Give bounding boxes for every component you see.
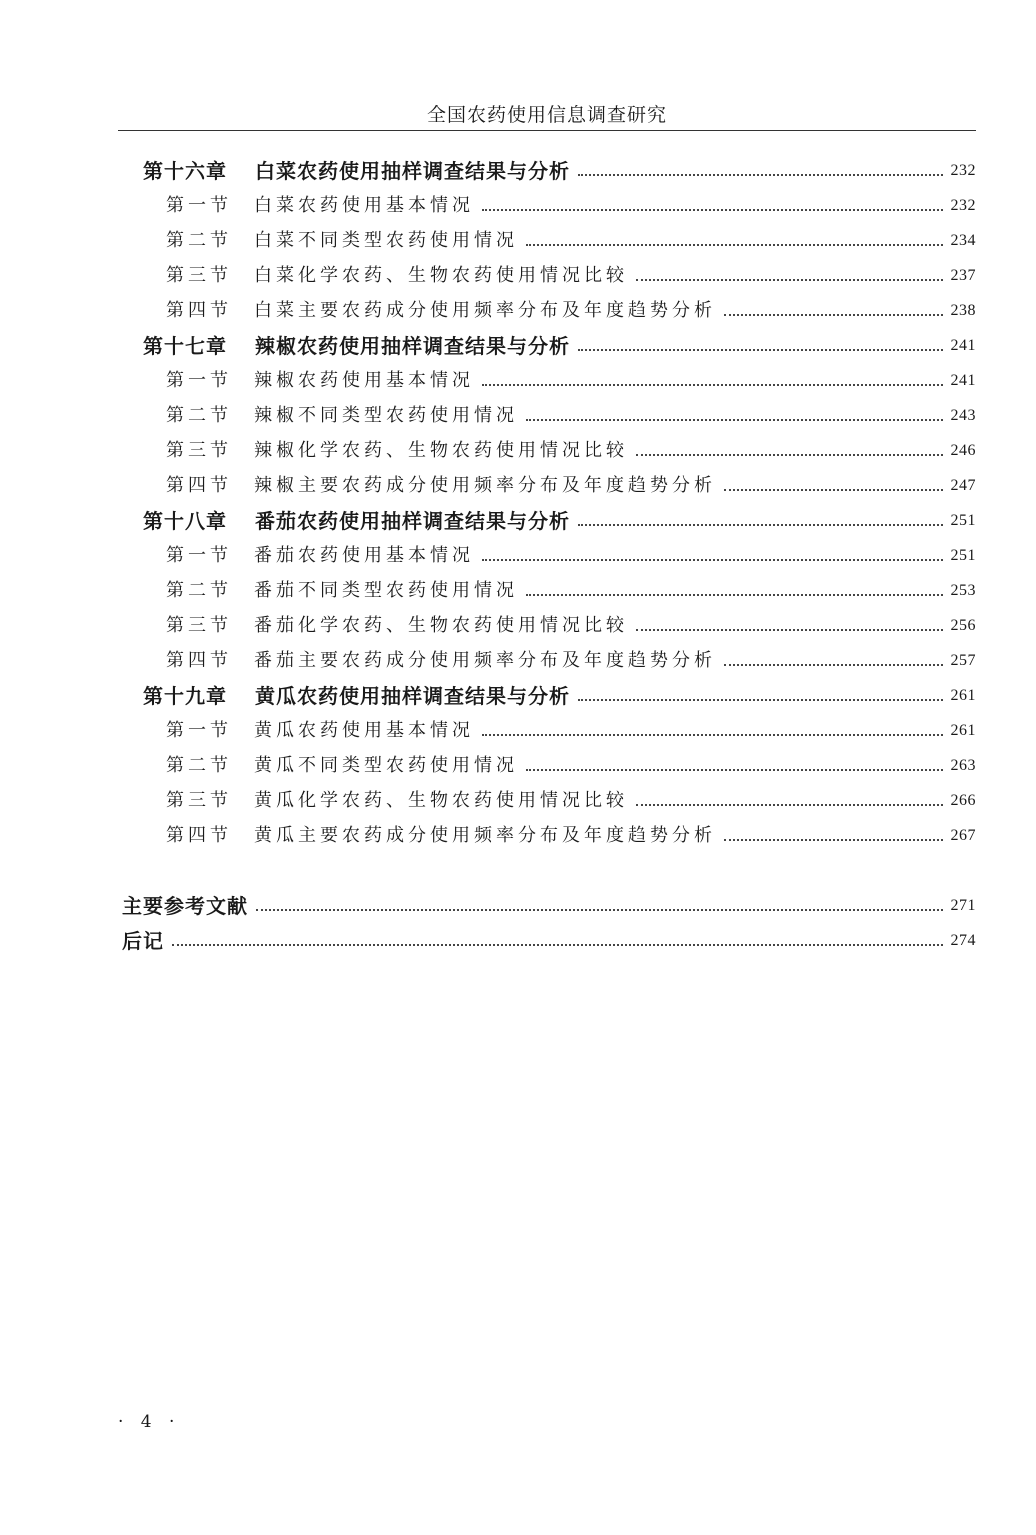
section-page-number: 247 [950,477,976,494]
section-title: 白菜农药使用基本情况 [254,195,474,216]
toc-section-entry[interactable] [166,576,976,606]
dot-leader [526,244,943,246]
section-page-number: 267 [950,827,976,844]
chapter-page-number: 232 [950,162,976,179]
end-title: 主要参考文献 [122,894,248,918]
toc-chapter-entry[interactable] [143,681,976,711]
chapter-title: 辣椒农药使用抽样调查结果与分析 [255,334,570,358]
toc-backmatter-entry[interactable] [122,891,976,921]
dot-leader [724,839,943,841]
dot-leader [724,489,943,491]
chapter-label: 第十六章 [143,159,227,183]
dot-leader [578,349,943,351]
toc-section-entry[interactable] [166,786,976,816]
chapter-title: 番茄农药使用抽样调查结果与分析 [255,509,570,533]
section-page-number: 241 [950,372,976,389]
section-title: 辣椒化学农药、生物农药使用情况比较 [254,440,628,461]
section-label: 第三节 [166,615,232,636]
section-page-number: 261 [950,722,976,739]
section-page-number: 256 [950,617,976,634]
toc-chapter-entry[interactable] [143,331,976,361]
end-page-number: 274 [950,932,976,949]
section-page-number: 246 [950,442,976,459]
section-title: 白菜主要农药成分使用频率分布及年度趋势分析 [254,300,716,321]
dot-leader [172,944,943,946]
end-page-number: 271 [950,897,976,914]
section-page-number: 253 [950,582,976,599]
toc-chapter-entry[interactable] [143,506,976,536]
dot-leader [482,734,943,736]
section-title: 辣椒不同类型农药使用情况 [254,405,518,426]
section-label: 第一节 [166,545,232,566]
section-title: 黄瓜农药使用基本情况 [254,720,474,741]
section-title: 辣椒农药使用基本情况 [254,370,474,391]
section-page-number: 263 [950,757,976,774]
dot-leader [482,559,943,561]
toc-section-entry[interactable] [166,436,976,466]
section-label: 第二节 [166,230,232,251]
dot-leader [636,804,943,806]
dot-leader [578,174,943,176]
running-header-title: 全国农药使用信息调查研究 [426,104,667,126]
toc-section-entry[interactable] [166,366,976,396]
dot-leader [724,314,943,316]
section-page-number: 243 [950,407,976,424]
dot-leader [256,909,943,911]
toc-chapter-entry[interactable] [143,156,976,186]
chapter-page-number: 261 [950,687,976,704]
toc-section-entry[interactable] [166,611,976,641]
toc-section-entry[interactable] [166,226,976,256]
running-header [118,100,976,131]
dot-leader [526,594,943,596]
toc-section-entry[interactable] [166,646,976,676]
section-label: 第一节 [166,720,232,741]
dot-leader [526,769,943,771]
section-page-number: 234 [950,232,976,249]
dot-leader [724,664,943,666]
toc-section-entry[interactable] [166,821,976,851]
chapter-title: 黄瓜农药使用抽样调查结果与分析 [255,684,570,708]
toc-section-entry[interactable] [166,296,976,326]
toc-section-entry[interactable] [166,261,976,291]
section-label: 第四节 [166,300,232,321]
section-title: 番茄不同类型农药使用情况 [254,580,518,601]
dot-leader [526,419,943,421]
toc-section-entry[interactable] [166,471,976,501]
section-label: 第二节 [166,755,232,776]
toc-backmatter-entry[interactable] [122,926,976,956]
chapter-page-number: 251 [950,512,976,529]
section-title: 辣椒主要农药成分使用频率分布及年度趋势分析 [254,475,716,496]
section-label: 第四节 [166,825,232,846]
toc-section-entry[interactable] [166,716,976,746]
section-label: 第二节 [166,580,232,601]
section-title: 番茄主要农药成分使用频率分布及年度趋势分析 [254,650,716,671]
section-title: 白菜不同类型农药使用情况 [254,230,518,251]
section-page-number: 238 [950,302,976,319]
dot-leader [636,279,943,281]
chapter-label: 第十八章 [143,509,227,533]
section-label: 第一节 [166,370,232,391]
toc-section-entry[interactable] [166,541,976,571]
end-title: 后记 [122,929,164,953]
section-title: 黄瓜主要农药成分使用频率分布及年度趋势分析 [254,825,716,846]
section-page-number: 237 [950,267,976,284]
section-page-number: 257 [950,652,976,669]
section-label: 第四节 [166,475,232,496]
page-number: · 4 · [118,1412,181,1432]
section-page-number: 251 [950,547,976,564]
section-title: 黄瓜化学农药、生物农药使用情况比较 [254,790,628,811]
section-label: 第三节 [166,790,232,811]
section-label: 第三节 [166,265,232,286]
section-title: 番茄农药使用基本情况 [254,545,474,566]
chapter-label: 第十七章 [143,334,227,358]
dot-leader [636,629,943,631]
section-title: 黄瓜不同类型农药使用情况 [254,755,518,776]
section-title: 白菜化学农药、生物农药使用情况比较 [254,265,628,286]
section-title: 番茄化学农药、生物农药使用情况比较 [254,615,628,636]
toc-section-entry[interactable] [166,751,976,781]
toc-section-entry[interactable] [166,401,976,431]
section-label: 第一节 [166,195,232,216]
dot-leader [636,454,943,456]
dot-leader [578,524,943,526]
dot-leader [482,384,943,386]
dot-leader [482,209,943,211]
section-label: 第二节 [166,405,232,426]
section-label: 第三节 [166,440,232,461]
chapter-title: 白菜农药使用抽样调查结果与分析 [255,159,570,183]
chapter-page-number: 241 [950,337,976,354]
dot-leader [578,699,943,701]
section-page-number: 266 [950,792,976,809]
chapter-label: 第十九章 [143,684,227,708]
section-page-number: 232 [950,197,976,214]
toc-section-entry[interactable] [166,191,976,221]
section-label: 第四节 [166,650,232,671]
